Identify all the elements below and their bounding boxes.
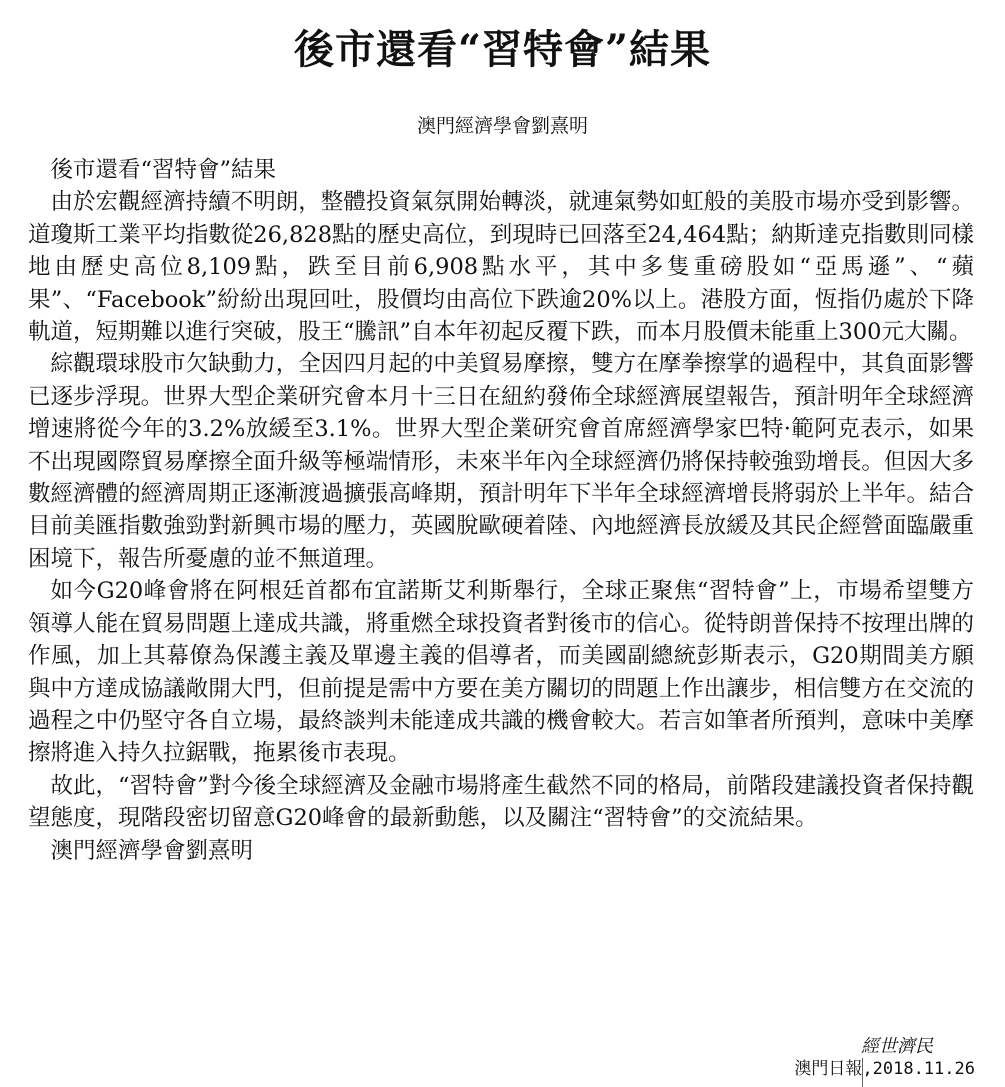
article-paragraph: 故此，“習特會”對今後全球經濟及金融市場將產生截然不同的格局，前階段建議投資者保持觀望態度，現階段密切留意G20峰會的最新動態，以及關注“習特會”的交流結果。	[28, 772, 974, 832]
article-subtitle: 後市還看“習特會”結果	[50, 157, 277, 183]
article-byline: 澳門經濟學會劉熹明	[416, 115, 588, 137]
article-signature: 澳門經濟學會劉熹明	[50, 837, 254, 864]
article-title: 後市還看“習特會”結果	[293, 26, 711, 73]
source-citation: 澳門日報,2018.11.26	[794, 1059, 975, 1079]
article-paragraph: 如今G20峰會將在阿根廷首都布宜諾斯艾利斯舉行，全球正聚焦“習特會”上，市場希望雙方領導人能在貿易問題上達成共識，將重燃全球投資者對後市的信心。從特朗普保持不按理出牌的作風，加上其幕僚為保護主義及單邊主義的倡導者，而美國副總統彭斯表示，G20期間美方願與中方達成協議敞開大門，但前提是需中方要在美方關切的問題上作出讓步，相信雙方在交流的過程之中仍堅守各自立場，最終談判未能達成共識的機會較大。若言如筆者所預判，意味中美摩擦將進入持久拉鋸戰，拖累後市表現。	[28, 578, 974, 767]
article-body	[28, 154, 974, 867]
article-paragraph: 由於宏觀經濟持續不明朗，整體投資氣氛開始轉淡，就連氣勢如虹般的美股市場亦受到影響。道瓊斯工業平均指數從26,828點的歷史高位，到現時已回落至24,464點；納斯達克指數則同樣地由歷史高位8,109點，跌至目前6,908點水平，其中多隻重磅股如“亞馬遜”、“蘋果”、“Facebook”紛紛出現回吐，股價均由高位下跌逾20%以上。港股方面，恆指仍處於下降軌道，短期難以進行突破，股王“騰訊”自本年初起反覆下跌，而本月股價未能重上300元大關。	[28, 189, 974, 346]
source-stamp	[775, 1036, 975, 1080]
divider	[862, 1058, 863, 1087]
column-name: 經世濟民	[861, 1036, 933, 1057]
article-paragraph: 綜觀環球股市欠缺動力，全因四月起的中美貿易摩擦，雙方在摩拳擦掌的過程中，其負面影響已逐步浮現。世界大型企業研究會本月十三日在紐約發佈全球經濟展望報告，預計明年全球經濟增速將從今年的3.2%放緩至3.1%。世界大型企業研究會首席經濟學家巴特·範阿克表示，如果不出現國際貿易摩擦全面升級等極端情形，未來半年內全球經濟仍將保持較強勁增長。但因大多數經濟體的經濟周期正逐漸渡過擴張高峰期，預計明年下半年全球經濟增長將弱於上半年。結合目前美匯指數強勁對新興市場的壓力，英國脫歐硬着陸、內地經濟長放緩及其民企經營面臨嚴重困境下，報告所憂慮的並不無道理。	[28, 351, 974, 572]
